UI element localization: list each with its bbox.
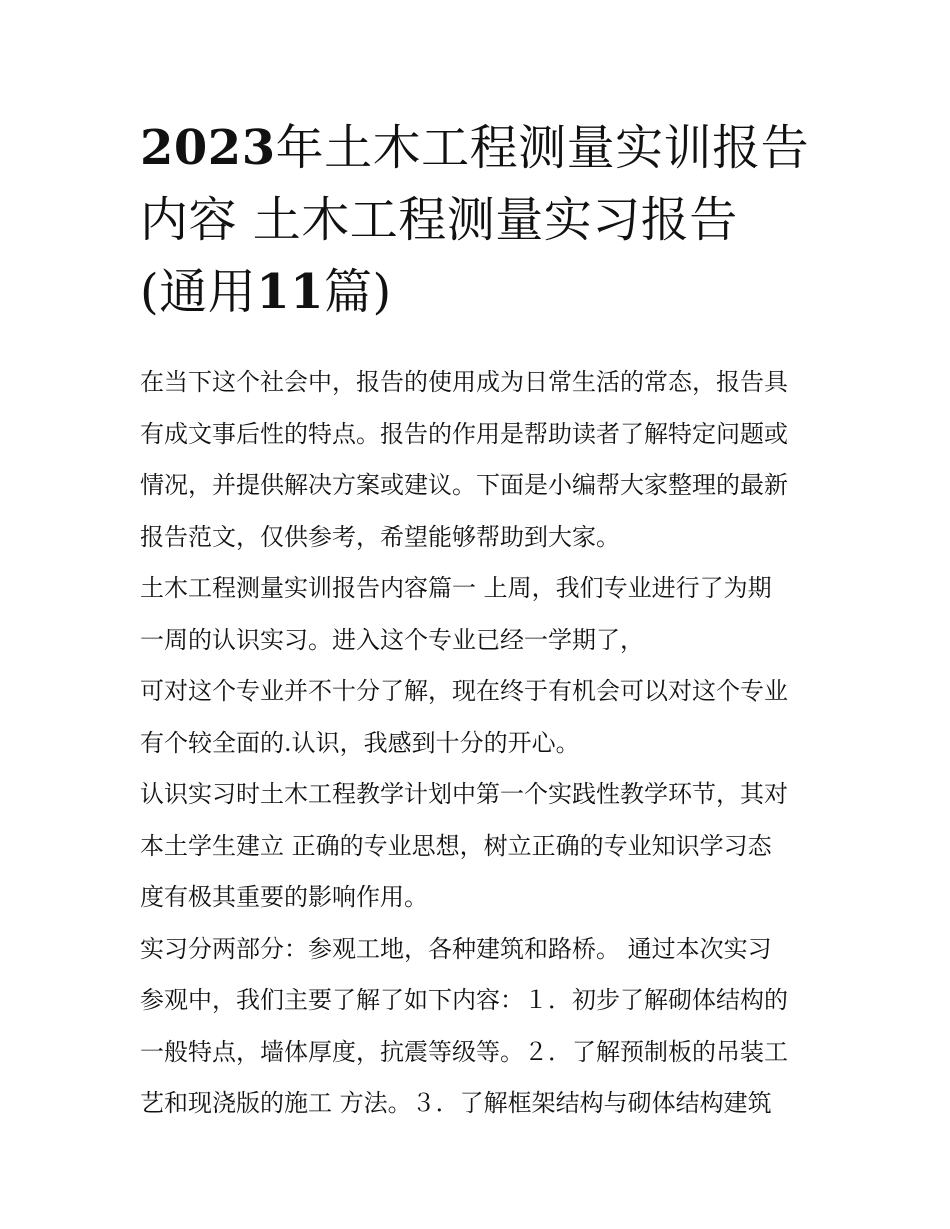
paragraph-line: 度有极其重要的影响作用。	[140, 883, 428, 911]
paragraph-understanding	[140, 666, 820, 769]
title-line-1-text: 年土木工程测量实训报告	[275, 120, 810, 176]
title-line-3-open: (通用	[140, 264, 257, 320]
paragraph-line: 有个较全面的.认识，我感到十分的开心。	[140, 728, 580, 757]
paragraph-line: 本土学生建立 正确的专业思想，树立正确的专业知识学习态	[140, 831, 772, 860]
title-line-1	[140, 112, 840, 184]
paragraph-line: 参观中，我们主要了解了如下内容：１．初步了解砌体结构的	[140, 986, 788, 1014]
title-line-3	[140, 256, 840, 328]
paragraph-line: 艺和现浇版的施工 方法。３．了解框架结构与砌体结构建筑	[140, 1089, 772, 1117]
title-line-3-close: 篇)	[324, 264, 392, 320]
paragraph-line: 实习分两部分：参观工地，各种建筑和路桥。 通过本次实习	[140, 934, 772, 963]
paragraph-line: 土木工程测量实训报告内容篇一 上周，我们专业进行了为期	[140, 574, 772, 602]
paragraph-part-one	[140, 563, 820, 666]
title-year: 2023	[140, 120, 276, 176]
paragraph-line: 报告范文，仅供参考，希望能够帮助到大家。	[140, 522, 620, 551]
paragraph-line: 情况，并提供解决方案或建议。下面是小编帮大家整理的最新	[140, 471, 788, 499]
document-title	[140, 112, 840, 328]
title-count: 11	[256, 264, 325, 320]
document-body	[140, 357, 820, 1130]
paragraph-line: 认识实习时土木工程教学计划中第一个实践性教学环节，其对	[140, 780, 788, 808]
paragraph-line: 可对这个专业并不十分了解，现在终于有机会可以对这个专业	[140, 677, 788, 705]
paragraph-line: 在当下这个社会中，报告的使用成为日常生活的常态，报告具	[140, 368, 788, 396]
paragraph-practice-content	[140, 924, 820, 1130]
title-line-2: 内容 土木工程测量实习报告	[140, 192, 738, 248]
paragraph-line: 有成文事后性的特点。报告的作用是帮助读者了解特定问题或	[140, 419, 788, 448]
paragraph-intro	[140, 357, 820, 563]
paragraph-line: 一周的认识实习。进入这个专业已经一学期了，	[140, 625, 644, 654]
paragraph-line: 一般特点，墙体厚度，抗震等级等。２．了解预制板的吊装工	[140, 1037, 788, 1066]
paragraph-practice-importance	[140, 769, 820, 924]
